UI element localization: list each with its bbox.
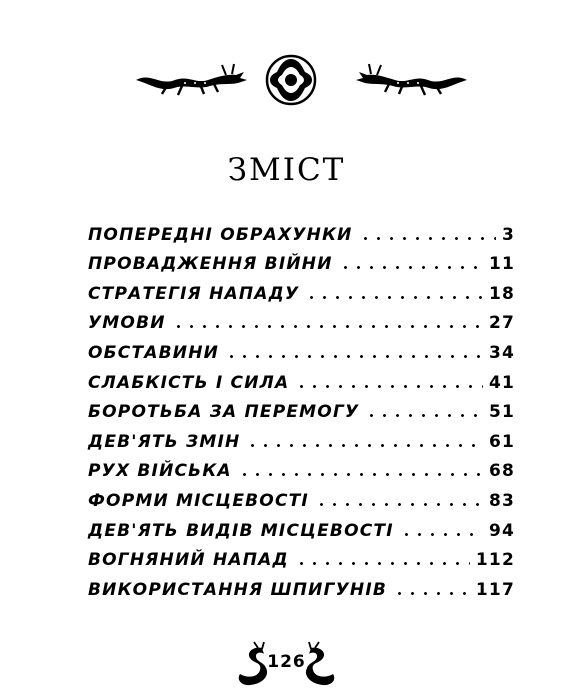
dot-leader bbox=[295, 385, 483, 388]
right-dragon-icon bbox=[356, 64, 467, 95]
page-number: 126 bbox=[267, 652, 306, 672]
toc-entry-page: 61 bbox=[488, 431, 515, 452]
toc-entry[interactable] bbox=[88, 452, 515, 482]
dot-leader bbox=[246, 444, 483, 447]
toc-entry-title: СТРАТЕГІЯ НАПАДУ bbox=[88, 283, 300, 304]
dot-leader bbox=[172, 325, 483, 328]
toc-entry-title: ФОРМИ МІСЦЕВОСТІ bbox=[88, 490, 309, 511]
page-title: ЗМІСТ bbox=[227, 152, 346, 188]
dot-leader bbox=[400, 533, 483, 536]
toc-entry[interactable] bbox=[88, 481, 515, 511]
table-of-contents bbox=[88, 215, 515, 600]
toc-entry-title: РУХ ВІЙСЬКА bbox=[88, 461, 232, 482]
header-ornament bbox=[0, 50, 573, 110]
toc-entry-title: ДЕВ'ЯТЬ ЗМІН bbox=[88, 431, 241, 452]
toc-entry[interactable] bbox=[88, 363, 515, 393]
toc-entry-page: 112 bbox=[475, 550, 515, 571]
toc-entry-title: УМОВИ bbox=[88, 313, 166, 334]
toc-entry-title: ВИКОРИСТАННЯ ШПИГУНІВ bbox=[88, 579, 388, 600]
toc-entry-page: 83 bbox=[488, 490, 515, 511]
toc-entry-title: ДЕВ'ЯТЬ ВИДІВ МІСЦЕВОСТІ bbox=[88, 520, 394, 541]
toc-entry[interactable] bbox=[88, 215, 515, 245]
toc-entry[interactable] bbox=[88, 304, 515, 334]
toc-entry[interactable] bbox=[88, 274, 515, 304]
dot-leader bbox=[339, 266, 483, 269]
toc-entry[interactable] bbox=[88, 245, 515, 275]
toc-entry-title: ПРОВАДЖЕННЯ ВІЙНИ bbox=[88, 254, 333, 275]
toc-entry-page: 11 bbox=[488, 254, 515, 275]
toc-entry-page: 117 bbox=[475, 579, 515, 600]
dot-leader bbox=[315, 503, 483, 506]
toc-entry-title: ОБСТАВИНИ bbox=[88, 342, 220, 363]
toc-entry[interactable] bbox=[88, 333, 515, 363]
left-dragon-icon bbox=[136, 64, 247, 95]
toc-entry-page: 27 bbox=[488, 313, 515, 334]
dot-leader bbox=[359, 237, 496, 240]
toc-entry[interactable] bbox=[88, 422, 515, 452]
toc-entry-page: 41 bbox=[488, 372, 515, 393]
toc-entry-page: 34 bbox=[488, 342, 515, 363]
toc-entry-page: 3 bbox=[501, 224, 515, 245]
toc-entry-page: 68 bbox=[488, 461, 515, 482]
toc-entry[interactable] bbox=[88, 570, 515, 600]
toc-entry[interactable] bbox=[88, 393, 515, 423]
dot-leader bbox=[393, 592, 470, 595]
dot-leader bbox=[295, 562, 470, 565]
toc-entry-title: БОРОТЬБА ЗА ПЕРЕМОГУ bbox=[88, 402, 360, 423]
toc-entry-title: ВОГНЯНИЙ НАПАД bbox=[88, 550, 289, 571]
dot-leader bbox=[365, 414, 483, 417]
dot-leader bbox=[305, 296, 483, 299]
toc-entry[interactable] bbox=[88, 511, 515, 541]
toc-entry-page: 18 bbox=[488, 283, 515, 304]
toc-entry-title: ПОПЕРЕДНІ ОБРАХУНКИ bbox=[88, 224, 353, 245]
dot-leader bbox=[225, 355, 483, 358]
center-medallion-icon bbox=[267, 56, 315, 104]
dot-leader bbox=[238, 473, 483, 476]
toc-entry-page: 51 bbox=[488, 402, 515, 423]
toc-entry[interactable] bbox=[88, 541, 515, 571]
toc-entry-title: СЛАБКІСТЬ І СИЛА bbox=[88, 372, 290, 393]
toc-entry-page: 94 bbox=[488, 520, 515, 541]
